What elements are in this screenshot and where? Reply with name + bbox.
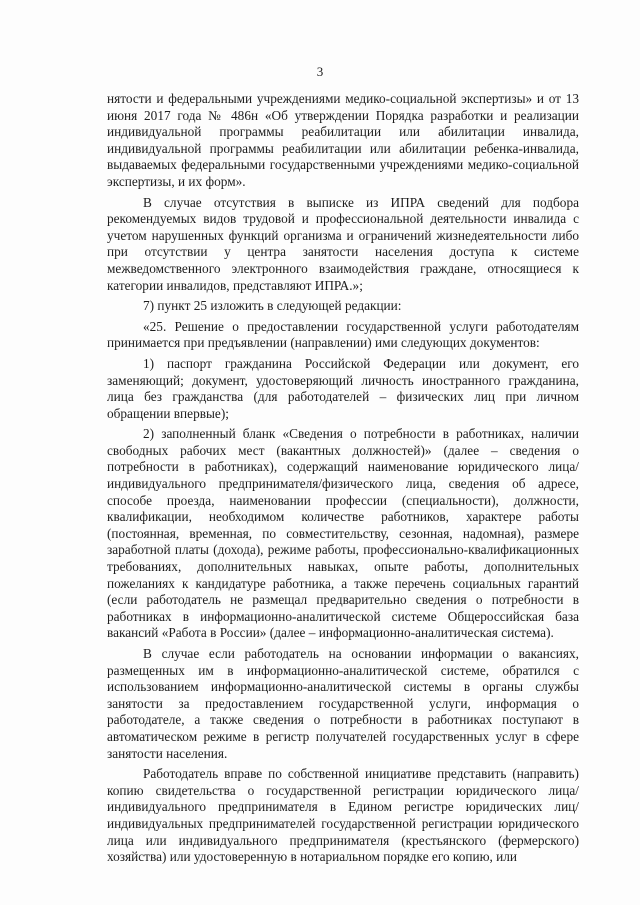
document-body	[107, 91, 579, 870]
paragraph: В случае если работодатель на основании информации о вакансиях, размещенных им в информационно-аналитической системе, обратился с использованием информационно-аналитической системы в органы службы занятости за предоставлением государственной услуги, информация о работодателе, а также сведения о потребности в работниках поступают в автоматическом режиме в регистр получателей государственных услуг в сфере занятости населения.	[107, 646, 579, 761]
paragraph: Работодатель вправе по собственной инициативе представить (направить) копию свидетельства о государственной регистрации юридического лица/индивидуального предпринимателя в Едином регистре юридических лиц/индивидуальных предпринимателей государственной регистрации юридического лица или индивидуального предпринимателя (крестьянского (фермерского) хозяйства) или удостоверенную в нотариальном порядке его копию, или	[107, 766, 579, 865]
paragraph: нятости и федеральными учреждениями медико-социальной экспертизы» и от 13 июня 2017 года № 486н «Об утверждении Порядка разработки и реализации индивидуальной программы реабилитации или абилитации инвалида, индивидуальной программы реабилитации или абилитации ребенка-инвалида, выдаваемых федеральными государственными учреждениями медико-социальной экспертизы, и их форм».	[107, 91, 579, 189]
paragraph: «25. Решение о предоставлении государственной услуги работодателям принимается при предъявлении (направлении) ими следующих документов:	[107, 318, 579, 351]
paragraph: В случае отсутствия в выписке из ИПРА сведений для подбора рекомендуемых видов трудовой и профессиональной деятельности инвалида с учетом нарушенных функций организма и ограничений жизнедеятельности либо при отсутствии у центра занятости населения доступа к системе межведомственного электронного взаимодействия граждане, относящиеся к категории инвалидов, представляют ИПРА.»;	[107, 194, 579, 293]
paragraph: 2) заполненный бланк «Сведения о потребности в работниках, наличии свободных рабочих мест (вакантных должностей)» (далее – сведения о потребности в работниках), содержащий наименование юридического лица/индивидуального предпринимателя/физического лица, сведения об адресе, способе проезда, наименовании профессии (специальности), должности, квалификации, необходимом количестве работников, характере работы (постоянная, временная, по совместительству, сезонная, надомная), размере заработной платы (дохода), режиме работы, профессионально-квалификационных требованиях, дополнительных навыках, опыте работы, дополнительных пожеланиях к кандидатуре работника, а также перечень социальных гарантий (если работодатель не размещал предварительно сведения о потребности в работниках в информационно-аналитической системе Общероссийская база вакансий «Работа в России» (далее – информационно-аналитическая система).	[107, 426, 579, 641]
page-number: 3	[316, 64, 324, 79]
paragraph: 1) паспорт гражданина Российской Федерации или документ, его заменяющий; документ, удостоверяющий личность иностранного гражданина, лица без гражданства (для работодателей – физических лиц при личном обращении впервые);	[107, 355, 579, 421]
paragraph: 7) пункт 25 изложить в следующей редакции:	[143, 298, 402, 314]
